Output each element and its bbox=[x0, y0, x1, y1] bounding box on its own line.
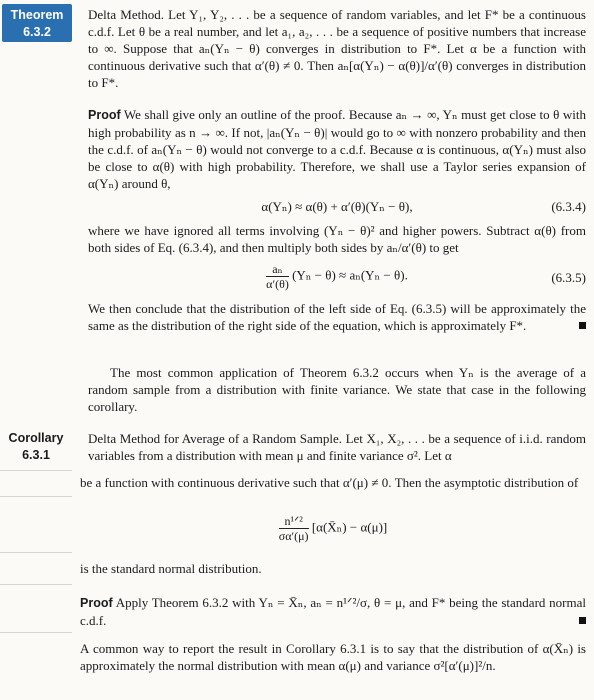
corollary-continuation bbox=[80, 474, 586, 491]
corollary-equation bbox=[80, 514, 586, 554]
margin-rule bbox=[0, 496, 72, 497]
equation-6-3-4 bbox=[88, 198, 586, 215]
fraction-numerator: aₙ bbox=[266, 262, 289, 277]
closing-text: A common way to report the result in Corollary 6.3.1 is to say that the distribution of α(X̄ₙ) is approximately the normal distribution with mean α(μ) and variance σ²[α′(μ)]²/n. bbox=[80, 641, 586, 673]
end-of-proof-icon bbox=[579, 617, 586, 624]
conclusion-text bbox=[88, 300, 586, 334]
proof-lead: Proof bbox=[80, 596, 113, 610]
corollary-intro-text: The most common application of Theorem 6.3.2 occurs when Yₙ is the average of a random sample from a distribution with finite variance. We state that case in the following corollary. bbox=[88, 365, 586, 414]
equation-fraction bbox=[279, 514, 309, 543]
corollary-proof bbox=[80, 594, 586, 629]
proof-text: We shall give only an outline of the proof. Because aₙ → ∞, Yₙ must get close to θ with high probability as n → ∞. If not, |aₙ(Yₙ − θ)| would go to ∞ with nonzero probability and then the c.d.f. of aₙ(Yₙ − θ) would not converge to a c.d.f. Because α is continuous, α(Yₙ) must also be close to α(θ) with high probability. Therefore, we shall use a Taylor series expansion of α(Yₙ) around θ, bbox=[88, 107, 586, 191]
proof-text: Apply Theorem 6.3.2 with Yₙ = X̄ₙ, aₙ = n¹ᐟ²/σ, θ = μ, and F* being the standard normal c.d.f. bbox=[80, 595, 586, 628]
corollary-text-b: be a function with continuous derivative such that α′(μ) ≠ 0. Then the asymptotic distribution of bbox=[80, 475, 579, 490]
corollary-intro bbox=[88, 364, 586, 415]
margin-rule bbox=[0, 470, 72, 471]
equation-rest: (Yₙ − θ) ≈ aₙ(Yₙ − θ). bbox=[292, 267, 408, 283]
closing-paragraph bbox=[80, 640, 586, 674]
corollary-conclusion bbox=[80, 560, 586, 577]
end-of-proof-icon bbox=[579, 322, 586, 329]
equation-rest: [α(X̄ₙ) − α(μ)] bbox=[311, 519, 388, 535]
fraction-denominator: σα′(μ) bbox=[278, 529, 309, 543]
fraction-numerator: n¹ᐟ² bbox=[279, 514, 309, 529]
equation-fraction bbox=[266, 262, 289, 291]
equation-body: α(Yₙ) ≈ α(θ) + α′(θ)(Yₙ − θ), bbox=[261, 199, 413, 214]
derivation-text bbox=[88, 222, 586, 256]
theorem-label bbox=[2, 4, 72, 42]
corollary-text-a: Delta Method for Average of a Random Sample. Let X₁, X₂, . . . be a sequence of i.i.d. random variables from a distribution with mean μ and finite variance σ². Let α bbox=[88, 431, 586, 463]
corollary-text-c: is the standard normal distribution. bbox=[80, 561, 262, 576]
proof-lead: Proof bbox=[88, 108, 121, 122]
corollary-label-number: 6.3.1 bbox=[22, 448, 50, 462]
margin-rule bbox=[0, 632, 72, 633]
equation-6-3-5 bbox=[88, 260, 586, 296]
theorem-text: Delta Method. Let Y₁, Y₂, . . . be a sequence of random variables, and let F* be a continuous c.d.f. Let θ be a real number, and let a₁, a₂, . . . be a sequence of positive numbers that increase to ∞. Suppose that aₙ(Yₙ − θ) converges in distribution to F*. Let α be a function with continuous derivative such that α′(θ) ≠ 0. Then aₙ[α(Yₙ) − α(θ)]/α′(θ) converges in distribution to F*. bbox=[88, 7, 586, 90]
theorem-label-number: 6.3.2 bbox=[23, 25, 51, 39]
theorem-label-word: Theorem bbox=[10, 8, 64, 22]
corollary-label bbox=[0, 430, 72, 464]
margin-rule bbox=[0, 584, 72, 585]
corollary-label-word: Corollary bbox=[8, 431, 64, 445]
margin-rule bbox=[0, 552, 72, 553]
derivation-sentence: where we have ignored all terms involving (Yₙ − θ)² and higher powers. Subtract α(θ) from both sides of Eq. (6.3.4), and then multiply both sides by aₙ/α′(θ) to get bbox=[88, 223, 586, 255]
theorem-statement bbox=[88, 6, 586, 91]
proof-paragraph bbox=[88, 106, 586, 192]
conclusion-sentence: We then conclude that the distribution of the left side of Eq. (6.3.5) will be approximately the same as the distribution of the right side of the equation, which is approximately F*. bbox=[88, 301, 586, 333]
equation-number: (6.3.4) bbox=[551, 199, 586, 214]
fraction-denominator: α′(θ) bbox=[266, 277, 289, 291]
equation-number: (6.3.5) bbox=[551, 270, 586, 285]
corollary-statement bbox=[88, 430, 586, 464]
